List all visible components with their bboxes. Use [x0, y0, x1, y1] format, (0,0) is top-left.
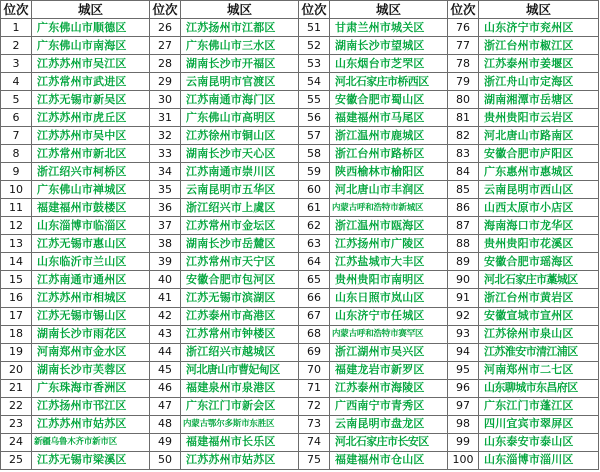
district-cell: 江苏泰州市海陵区 [330, 379, 448, 397]
district-cell: 湖南长沙市天心区 [181, 145, 299, 163]
rank-cell: 53 [299, 55, 330, 73]
rank-cell: 60 [299, 181, 330, 199]
district-cell: 河南郑州市金水区 [32, 343, 150, 361]
district-cell: 江苏扬州市广陵区 [330, 235, 448, 253]
rank-cell: 37 [150, 217, 181, 235]
rank-cell: 85 [448, 181, 479, 199]
header-rank: 位次 [448, 1, 479, 19]
rank-cell: 61 [299, 199, 330, 217]
rank-cell: 9 [1, 163, 32, 181]
district-cell: 山东淄博市临淄区 [32, 217, 150, 235]
district-cell: 江苏常州市金坛区 [181, 217, 299, 235]
rank-cell: 46 [150, 379, 181, 397]
table-row [1, 109, 599, 127]
rank-cell: 86 [448, 199, 479, 217]
district-cell: 浙江温州市瓯海区 [330, 217, 448, 235]
district-cell: 内蒙古鄂尔多斯市东胜区 [181, 415, 299, 433]
rank-cell: 22 [1, 397, 32, 415]
district-cell: 广东佛山市禅城区 [32, 181, 150, 199]
district-cell: 山东日照市岚山区 [330, 289, 448, 307]
district-cell: 江苏苏州市相城区 [32, 289, 150, 307]
rank-cell: 76 [448, 19, 479, 37]
district-cell: 河北唐山市路南区 [479, 127, 599, 145]
rank-cell: 100 [448, 451, 479, 469]
district-cell: 浙江台州市黄岩区 [479, 289, 599, 307]
rank-cell: 72 [299, 397, 330, 415]
table-row [1, 361, 599, 379]
district-cell: 江苏徐州市铜山区 [181, 127, 299, 145]
district-cell: 山东济宁市兖州区 [479, 19, 599, 37]
rank-cell: 41 [150, 289, 181, 307]
district-cell: 云南昆明市官渡区 [181, 73, 299, 91]
district-cell: 江苏扬州市邗江区 [32, 397, 150, 415]
rank-cell: 87 [448, 217, 479, 235]
table-row [1, 271, 599, 289]
district-cell: 江苏苏州市吴江区 [32, 55, 150, 73]
district-cell: 江苏南通市崇川区 [181, 163, 299, 181]
district-cell: 浙江湖州市吴兴区 [330, 343, 448, 361]
header-rank: 位次 [1, 1, 32, 19]
rank-cell: 18 [1, 325, 32, 343]
rank-cell: 51 [299, 19, 330, 37]
table-row [1, 91, 599, 109]
district-cell: 江苏泰州市姜堰区 [479, 55, 599, 73]
district-cell: 云南昆明市西山区 [479, 181, 599, 199]
district-cell: 浙江舟山市定海区 [479, 73, 599, 91]
district-cell: 江苏无锡市梁溪区 [32, 451, 150, 469]
rank-cell: 80 [448, 91, 479, 109]
district-cell: 河北石家庄市长安区 [330, 433, 448, 451]
rank-cell: 42 [150, 307, 181, 325]
rank-cell: 68 [299, 325, 330, 343]
district-cell: 河北唐山市曹妃甸区 [181, 361, 299, 379]
rank-cell: 16 [1, 289, 32, 307]
rank-cell: 12 [1, 217, 32, 235]
rank-cell: 77 [448, 37, 479, 55]
district-cell: 山东聊城市东昌府区 [479, 379, 599, 397]
header-district: 城区 [32, 1, 150, 19]
district-cell: 内蒙古呼和浩特市赛罕区 [330, 325, 448, 343]
district-cell: 江苏无锡市新吴区 [32, 91, 150, 109]
header-rank: 位次 [150, 1, 181, 19]
rank-cell: 31 [150, 109, 181, 127]
district-cell: 湖南长沙市开福区 [181, 55, 299, 73]
district-cell: 福建福州市鼓楼区 [32, 199, 150, 217]
rank-cell: 69 [299, 343, 330, 361]
rank-cell: 97 [448, 397, 479, 415]
header-row [1, 1, 599, 19]
district-cell: 江苏苏州市虎丘区 [32, 109, 150, 127]
rank-cell: 48 [150, 415, 181, 433]
header-district: 城区 [479, 1, 599, 19]
header-district: 城区 [330, 1, 448, 19]
district-cell: 安徽合肥市包河区 [181, 271, 299, 289]
district-cell: 江苏常州市钟楼区 [181, 325, 299, 343]
rank-cell: 93 [448, 325, 479, 343]
district-cell: 浙江台州市椒江区 [479, 37, 599, 55]
rank-cell: 33 [150, 145, 181, 163]
rank-cell: 71 [299, 379, 330, 397]
rank-cell: 15 [1, 271, 32, 289]
district-cell: 湖南长沙市岳麓区 [181, 235, 299, 253]
district-cell: 广西南宁市青秀区 [330, 397, 448, 415]
table-row [1, 181, 599, 199]
district-cell: 广东江门市蓬江区 [479, 397, 599, 415]
rank-cell: 28 [150, 55, 181, 73]
table-row [1, 325, 599, 343]
district-cell: 江苏常州市天宁区 [181, 253, 299, 271]
rank-cell: 95 [448, 361, 479, 379]
rank-cell: 10 [1, 181, 32, 199]
rank-cell: 54 [299, 73, 330, 91]
table-row [1, 19, 599, 37]
rank-cell: 20 [1, 361, 32, 379]
rank-cell: 82 [448, 127, 479, 145]
rank-cell: 52 [299, 37, 330, 55]
table-row [1, 415, 599, 433]
rank-cell: 56 [299, 109, 330, 127]
district-cell: 河北石家庄市桥西区 [330, 73, 448, 91]
rank-cell: 1 [1, 19, 32, 37]
district-cell: 福建泉州市泉港区 [181, 379, 299, 397]
rank-cell: 98 [448, 415, 479, 433]
district-cell: 内蒙古呼和浩特市新城区 [330, 199, 448, 217]
rank-cell: 49 [150, 433, 181, 451]
rank-cell: 5 [1, 91, 32, 109]
rank-cell: 27 [150, 37, 181, 55]
table-row [1, 37, 599, 55]
rank-cell: 78 [448, 55, 479, 73]
header-rank: 位次 [299, 1, 330, 19]
rank-cell: 13 [1, 235, 32, 253]
district-cell: 江苏无锡市锡山区 [32, 307, 150, 325]
district-cell: 广东佛山市南海区 [32, 37, 150, 55]
rank-cell: 34 [150, 163, 181, 181]
district-cell: 山东淄博市淄川区 [479, 451, 599, 469]
table-row [1, 253, 599, 271]
district-cell: 江苏无锡市惠山区 [32, 235, 150, 253]
rank-cell: 58 [299, 145, 330, 163]
table-row [1, 127, 599, 145]
rank-cell: 57 [299, 127, 330, 145]
rank-cell: 81 [448, 109, 479, 127]
table-row [1, 451, 599, 469]
rank-cell: 3 [1, 55, 32, 73]
district-cell: 河北石家庄市藁城区 [479, 271, 599, 289]
rank-cell: 39 [150, 253, 181, 271]
district-cell: 新疆乌鲁木齐市新市区 [32, 433, 150, 451]
district-cell: 贵州贵阳市云岩区 [479, 109, 599, 127]
district-cell: 河北唐山市丰润区 [330, 181, 448, 199]
rank-cell: 50 [150, 451, 181, 469]
rank-cell: 84 [448, 163, 479, 181]
rank-cell: 44 [150, 343, 181, 361]
rank-cell: 64 [299, 253, 330, 271]
district-cell: 山东临沂市兰山区 [32, 253, 150, 271]
rank-cell: 47 [150, 397, 181, 415]
district-cell: 广东珠海市香洲区 [32, 379, 150, 397]
district-cell: 湖南长沙市雨花区 [32, 325, 150, 343]
rank-cell: 11 [1, 199, 32, 217]
rank-cell: 6 [1, 109, 32, 127]
rank-cell: 79 [448, 73, 479, 91]
district-cell: 海南海口市龙华区 [479, 217, 599, 235]
rank-cell: 40 [150, 271, 181, 289]
rank-cell: 26 [150, 19, 181, 37]
rank-cell: 65 [299, 271, 330, 289]
district-cell: 山东济宁市任城区 [330, 307, 448, 325]
table-row [1, 397, 599, 415]
table-row [1, 199, 599, 217]
district-cell: 江苏苏州市吴中区 [32, 127, 150, 145]
district-cell: 山西太原市小店区 [479, 199, 599, 217]
table-row [1, 289, 599, 307]
rank-cell: 70 [299, 361, 330, 379]
district-cell: 浙江绍兴市越城区 [181, 343, 299, 361]
rank-cell: 7 [1, 127, 32, 145]
rank-cell: 23 [1, 415, 32, 433]
district-cell: 福建福州市马尾区 [330, 109, 448, 127]
rank-cell: 2 [1, 37, 32, 55]
district-cell: 山东泰安市泰山区 [479, 433, 599, 451]
rank-cell: 83 [448, 145, 479, 163]
district-cell: 贵州贵阳市花溪区 [479, 235, 599, 253]
header-district: 城区 [181, 1, 299, 19]
district-cell: 陕西榆林市榆阳区 [330, 163, 448, 181]
district-cell: 福建福州市仓山区 [330, 451, 448, 469]
district-cell: 福建福州市长乐区 [181, 433, 299, 451]
rank-cell: 94 [448, 343, 479, 361]
rank-cell: 32 [150, 127, 181, 145]
rank-cell: 43 [150, 325, 181, 343]
rank-cell: 96 [448, 379, 479, 397]
district-cell: 浙江绍兴市上虞区 [181, 199, 299, 217]
district-cell: 湖南长沙市望城区 [330, 37, 448, 55]
table-row [1, 163, 599, 181]
table-row [1, 307, 599, 325]
table-row [1, 379, 599, 397]
district-cell: 江苏苏州市姑苏区 [32, 415, 150, 433]
district-cell: 江苏盐城市大丰区 [330, 253, 448, 271]
rank-cell: 66 [299, 289, 330, 307]
rank-cell: 99 [448, 433, 479, 451]
district-cell: 云南昆明市盘龙区 [330, 415, 448, 433]
table-row [1, 343, 599, 361]
rank-cell: 90 [448, 271, 479, 289]
rank-cell: 24 [1, 433, 32, 451]
district-cell: 福建龙岩市新罗区 [330, 361, 448, 379]
district-cell: 江苏泰州市高港区 [181, 307, 299, 325]
district-cell: 江苏苏州市姑苏区 [181, 451, 299, 469]
table-row [1, 55, 599, 73]
district-cell: 广东佛山市高明区 [181, 109, 299, 127]
rank-cell: 21 [1, 379, 32, 397]
district-cell: 云南昆明市五华区 [181, 181, 299, 199]
district-cell: 山东烟台市芝罘区 [330, 55, 448, 73]
rank-cell: 4 [1, 73, 32, 91]
rank-cell: 73 [299, 415, 330, 433]
district-cell: 浙江台州市路桥区 [330, 145, 448, 163]
district-cell: 江苏常州市武进区 [32, 73, 150, 91]
district-cell: 贵州贵阳市南明区 [330, 271, 448, 289]
district-cell: 安徽合肥市瑶海区 [479, 253, 599, 271]
rank-cell: 38 [150, 235, 181, 253]
district-cell: 江苏南通市海门区 [181, 91, 299, 109]
table-row [1, 73, 599, 91]
district-cell: 江苏常州市新北区 [32, 145, 150, 163]
rank-cell: 36 [150, 199, 181, 217]
rank-cell: 55 [299, 91, 330, 109]
rank-cell: 62 [299, 217, 330, 235]
rank-cell: 19 [1, 343, 32, 361]
rank-cell: 25 [1, 451, 32, 469]
table-row [1, 145, 599, 163]
district-cell: 江苏南通市通州区 [32, 271, 150, 289]
rank-cell: 63 [299, 235, 330, 253]
rank-cell: 29 [150, 73, 181, 91]
district-cell: 湖南长沙市芙蓉区 [32, 361, 150, 379]
district-cell: 安徽合肥市庐阳区 [479, 145, 599, 163]
district-cell: 江苏扬州市江都区 [181, 19, 299, 37]
district-cell: 安徽宣城市宣州区 [479, 307, 599, 325]
rank-cell: 59 [299, 163, 330, 181]
rank-cell: 14 [1, 253, 32, 271]
district-cell: 浙江绍兴市柯桥区 [32, 163, 150, 181]
district-cell: 湖南湘潭市岳塘区 [479, 91, 599, 109]
district-cell: 广东惠州市惠城区 [479, 163, 599, 181]
district-cell: 安徽合肥市蜀山区 [330, 91, 448, 109]
rank-cell: 91 [448, 289, 479, 307]
rank-cell: 35 [150, 181, 181, 199]
rank-cell: 92 [448, 307, 479, 325]
district-cell: 江苏徐州市泉山区 [479, 325, 599, 343]
rank-cell: 89 [448, 253, 479, 271]
rank-cell: 75 [299, 451, 330, 469]
district-cell: 四川宜宾市翠屏区 [479, 415, 599, 433]
district-cell: 河南郑州市二七区 [479, 361, 599, 379]
district-cell: 甘肃兰州市城关区 [330, 19, 448, 37]
rank-cell: 45 [150, 361, 181, 379]
table-row [1, 217, 599, 235]
district-cell: 江苏淮安市清江浦区 [479, 343, 599, 361]
rank-cell: 17 [1, 307, 32, 325]
rank-cell: 88 [448, 235, 479, 253]
table-row [1, 235, 599, 253]
district-cell: 广东江门市新会区 [181, 397, 299, 415]
rank-cell: 8 [1, 145, 32, 163]
rank-cell: 74 [299, 433, 330, 451]
district-cell: 江苏无锡市滨湖区 [181, 289, 299, 307]
rank-cell: 30 [150, 91, 181, 109]
district-cell: 广东佛山市顺德区 [32, 19, 150, 37]
district-cell: 广东佛山市三水区 [181, 37, 299, 55]
rank-cell: 67 [299, 307, 330, 325]
district-cell: 浙江温州市鹿城区 [330, 127, 448, 145]
table-row [1, 433, 599, 451]
